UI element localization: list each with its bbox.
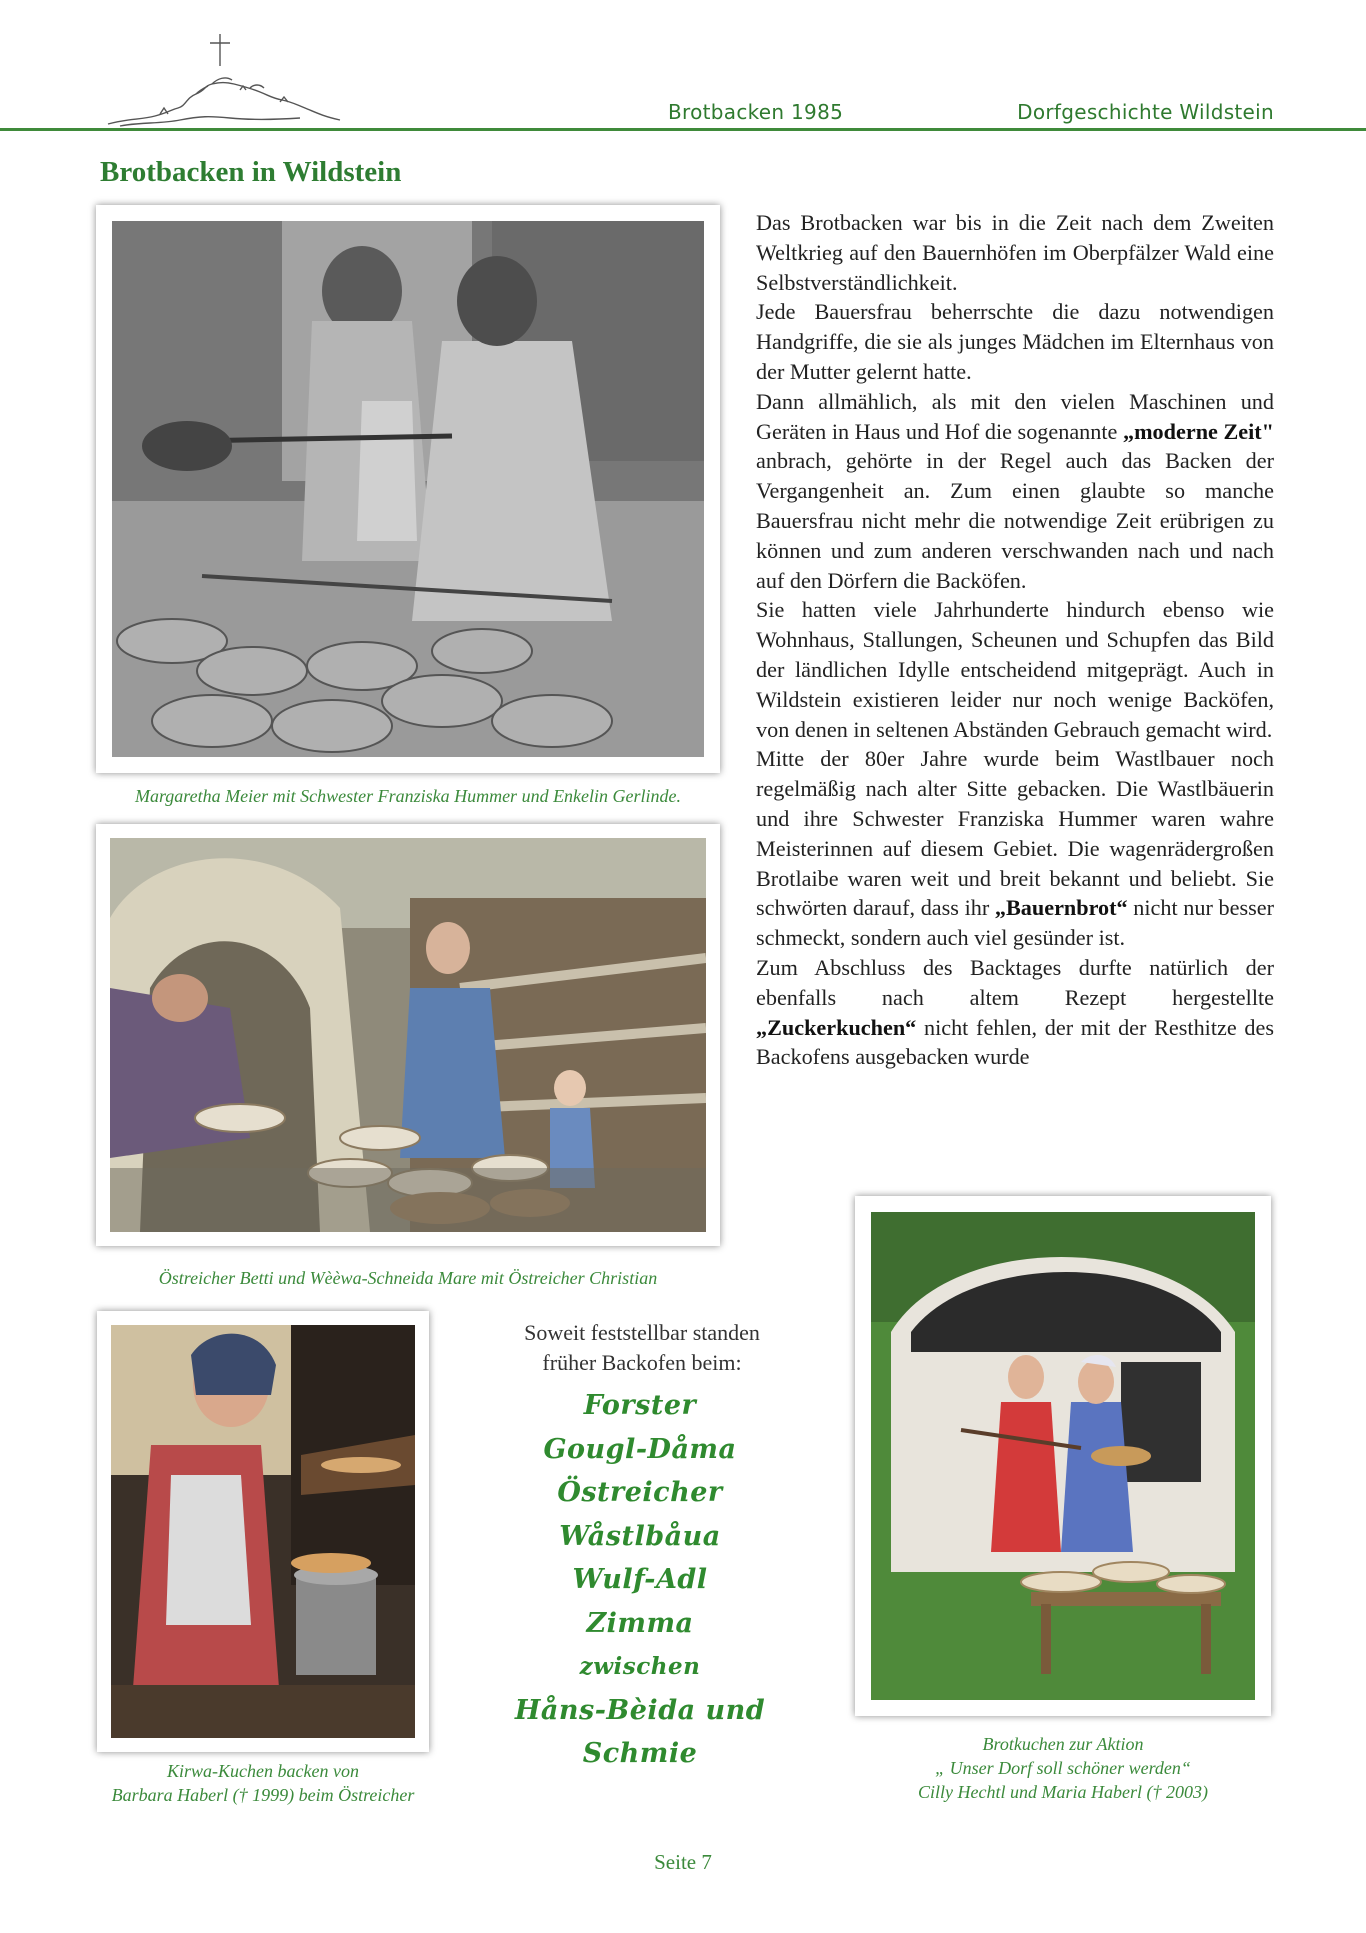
- photo-frame-baking-bw: [96, 205, 720, 773]
- emphasis-text: „Zuckerkuchen“: [756, 1014, 917, 1040]
- caption-line: „ Unser Dorf soll schöner werden“: [935, 1758, 1191, 1778]
- header-divider: [0, 128, 1366, 131]
- text-run: nicht nur besser schmeckt, sondern auch viel gesünder ist.: [756, 895, 1274, 951]
- bakery-item: Wulf-Adl: [572, 1564, 708, 1595]
- paragraph: [756, 744, 1274, 953]
- bakery-item: Zimma: [586, 1607, 694, 1639]
- church-hill-logo-icon: [100, 28, 345, 133]
- caption-line: Cilly Hechtl und Maria Haberl († 2003): [918, 1782, 1208, 1802]
- header-book-title: Dorfgeschichte Wildstein: [1017, 100, 1274, 124]
- bakery-item: Östreicher: [557, 1477, 723, 1508]
- bakery-list: [470, 1384, 810, 1776]
- photo-caption: Margaretha Meier mit Schwester Franziska Hummer und Enkelin Gerlinde.: [134, 786, 682, 806]
- photo-oven-color: [110, 838, 706, 1232]
- text-run: Zum Abschluss des Backtages durfte natürlich der ebenfalls nach altem Rezept hergestellte: [756, 954, 1274, 1010]
- photo-caption: Östreicher Betti und Wèèwa-Schneida Mare mit Östreicher Christian: [158, 1268, 658, 1288]
- emphasis-text: „Bauernbrot“: [994, 895, 1128, 921]
- photo-caption: [855, 1732, 1271, 1804]
- intro-line: Soweit feststellbar standen: [524, 1320, 760, 1345]
- page-number: Seite 7: [654, 1850, 712, 1874]
- emphasis-text: „moderne Zeit": [1122, 418, 1274, 444]
- caption-line: Barbara Haberl († 1999) beim Östreicher: [111, 1785, 415, 1805]
- bakery-item: Forster: [583, 1390, 697, 1421]
- paragraph: Das Brotbacken war bis in die Zeit nach dem Zweiten Weltkrieg auf den Bauernhöfen im Oberpfälzer Wald eine Selbstverständlichkeit.: [756, 210, 1274, 295]
- bakery-item: Håns-Bèida und Schmie: [514, 1694, 766, 1769]
- text-run: nicht fehlen, der mit der Resthitze des Backofens ausgebacken wurde: [756, 1014, 1274, 1070]
- photo-brotkuchen: [871, 1212, 1255, 1700]
- paragraph: [756, 387, 1274, 596]
- caption-line: Brotkuchen zur Aktion: [982, 1734, 1144, 1754]
- photo-frame-brotkuchen: [855, 1196, 1271, 1716]
- photo-frame-kirwa: [97, 1311, 429, 1752]
- header-chapter: Brotbacken 1985: [668, 100, 844, 124]
- photo-caption: [97, 1759, 429, 1807]
- bakery-item: Wåstlbåua: [559, 1520, 721, 1552]
- bakery-list-intro: [492, 1318, 792, 1378]
- photo-baking-bw: [112, 221, 704, 757]
- bakery-item: zwischen: [579, 1653, 701, 1680]
- photo-frame-oven-color: [96, 824, 720, 1246]
- paragraph: Sie hatten viele Jahrhunderte hindurch ebenso wie Wohnhaus, Stallungen, Scheunen und Schupfen das Bild der ländlichen Idylle entscheidend mitgeprägt. Auch in Wildstein existieren leider nur noch wenige Backöfen, von denen in seltenen Abständen Gebrauch gemacht wird.: [756, 597, 1274, 742]
- paragraph: [756, 953, 1274, 1072]
- paragraph: Jede Bauersfrau beherrschte die dazu notwendigen Handgriffe, die sie als junges Mädchen im Elternhaus von der Mutter gelernt hatte.: [756, 299, 1274, 384]
- text-run: Dann allmählich, als mit den vielen Maschinen und Geräten in Haus und Hof die sogenannte: [756, 388, 1274, 444]
- photo-kirwa: [111, 1325, 415, 1738]
- text-run: Mitte der 80er Jahre wurde beim Wastlbauer noch regelmäßig nach alter Sitte gebacken. Die Wastlbäuerin und ihre Schwester Franziska Hummer waren wahre Meisterinnen auf diesem Gebiet. Die wagenrädergroßen Brotlaibe waren weit und breit bekannt und beliebt. Sie schwörten darauf, dass ihr: [756, 746, 1274, 921]
- text-run: anbrach, gehörte in der Regel auch das Backen der Vergangenheit an. Zum einen glaubte so manche Bauersfrau nicht mehr die notwendige Zeit erübrigen zu können und zum anderen verschwanden nach und nach auf den Dörfern die Backöfen.: [756, 448, 1274, 593]
- caption-line: Kirwa-Kuchen backen von: [167, 1761, 359, 1781]
- bakery-item: Gougl-Dåma: [543, 1433, 737, 1465]
- article-body: [756, 208, 1274, 1072]
- page-title: Brotbacken in Wildstein: [100, 156, 402, 188]
- intro-line: früher Backofen beim:: [542, 1350, 742, 1375]
